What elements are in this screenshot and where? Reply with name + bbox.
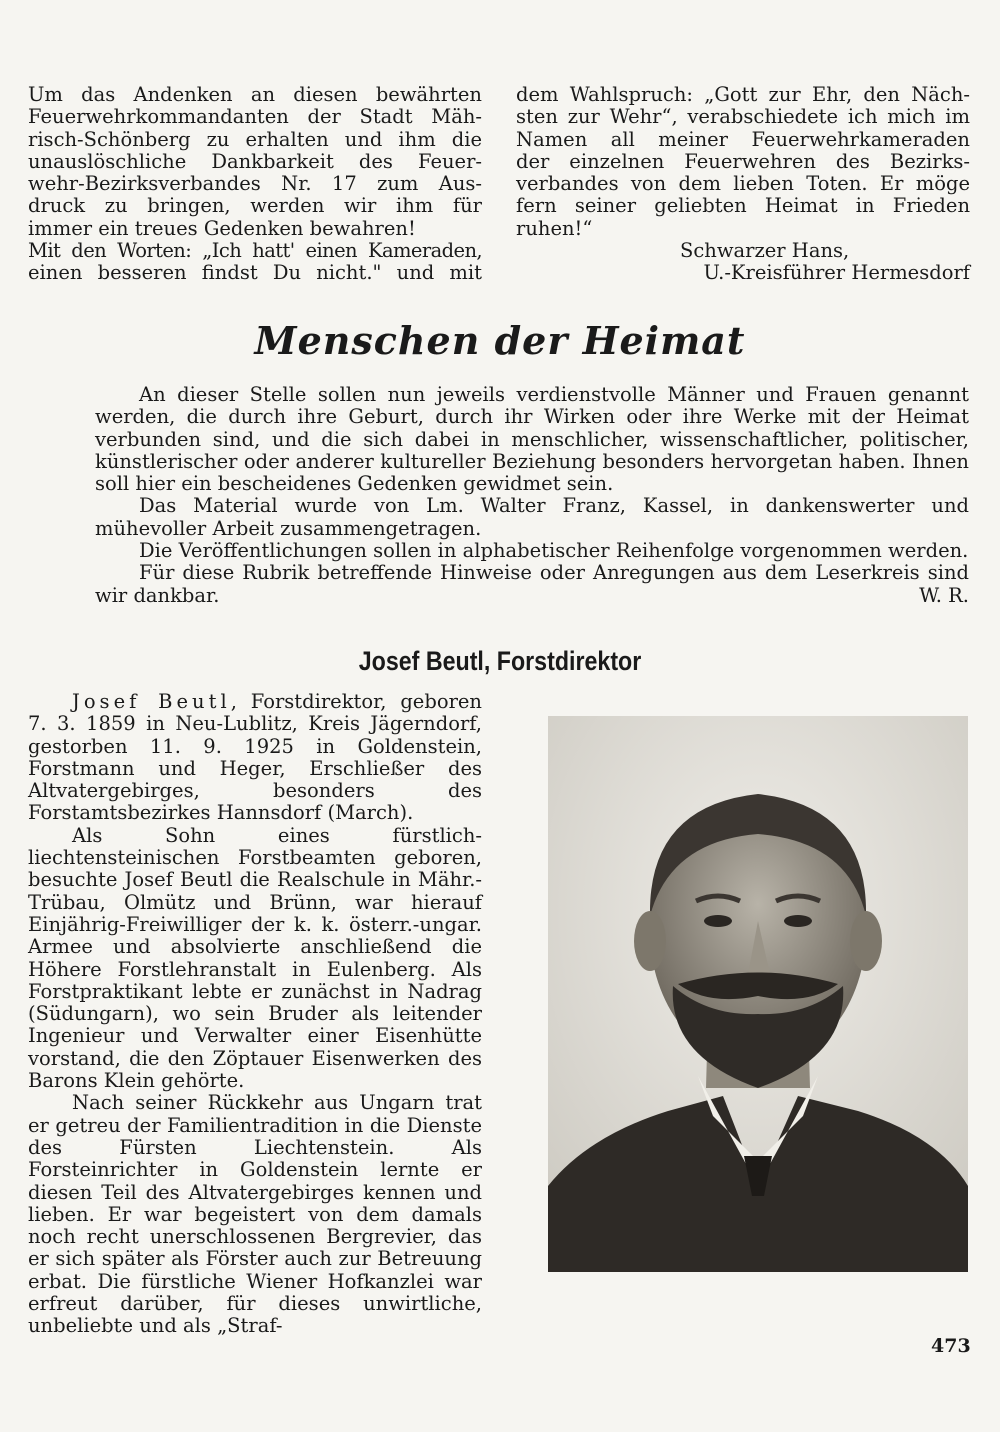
text-line: sten zur Wehr“, verabschiedete ich mich im bbox=[516, 105, 970, 129]
bio-paragraph: Als Sohn eines fürstlich-liechtensteinischen Forstbeamten geboren, besuchte Josef Beutl die Realschule in Mähr.-Trübau, Olmütz und Brünn, war hierauf Einjährig-Freiwilliger der k. k. österr.-ungar. Armee und absolvierte anschließend die Höhere Forstlehranstalt in Eulenberg. Als Forstpraktikant lebte er zunächst in Nadrag (Südungarn), wo sein Bruder als leitender Ingenieur und Verwalter einer Eisenhütte vorstand, die den Zöptauer Eisenwerken des Barons Klein gehörte. bbox=[28, 823, 482, 1093]
text-line: Feuerwehrkommandanten der Stadt Mäh- bbox=[28, 105, 482, 129]
signature-name: Schwarzer Hans, bbox=[680, 239, 850, 263]
text-line: ruhen!“ bbox=[516, 216, 593, 240]
text-line: Um das Andenken an diesen bewährten bbox=[28, 83, 482, 106]
article-title: Josef Beutl, Forstdirektor bbox=[358, 646, 642, 676]
text-line: einen besseren findst Du nicht." und mit bbox=[28, 261, 482, 285]
text-line: unauslöschliche Dankbarkeit des Feuer- bbox=[28, 149, 482, 173]
intro-paragraph: Das Material wurde von Lm. Walter Franz, Kassel, in dankenswerter und mühevoller Arbeit zusammengetragen. bbox=[95, 494, 969, 540]
text-line: verbandes von dem lieben Toten. Er möge bbox=[516, 172, 970, 196]
author-initials: W. R. bbox=[919, 583, 969, 607]
text-line: immer ein treues Gedenken bewahren! bbox=[28, 216, 416, 240]
top-left-column bbox=[28, 84, 482, 285]
intro-text bbox=[95, 384, 969, 607]
top-right-column bbox=[516, 84, 970, 285]
bio-text: , Forstdirektor, geboren 7. 3. 1859 in Neu-Lublitz, Kreis Jägerndorf, gestorben 11. 9. 1925 in Goldenstein, Forstmann und Heger, Erschließer des Altvatergebirges, besonders des Forstamtsbezirkes Hannsdorf (March). bbox=[28, 690, 482, 825]
text-line: fern seiner geliebten Heimat in Frieden bbox=[516, 194, 970, 218]
text-line: Mit den Worten: „Ich hatt' einen Kameraden, bbox=[28, 239, 482, 263]
bio-paragraph: Nach seiner Rückkehr aus Ungarn trat er getreu der Familientradition in die Dienste des Fürsten Liechtenstein. Als Forsteinrichter in Goldenstein lernte er diesen Teil des Altvatergebirges kennen und lieben. Er war begeistert von dem damals noch recht unerschlossenen Bergrevier, das er sich später als Förster auch zur Betreuung erbat. Die fürstliche Wiener Hofkanzlei war erfreut darüber, für dieses unwirtliche, unbeliebte und als „Straf- bbox=[28, 1091, 482, 1338]
text-line: wehr-Bezirksverbandes Nr. 17 zum Aus- bbox=[28, 172, 482, 196]
signature-role: U.-Kreisführer Hermesdorf bbox=[703, 261, 970, 285]
text-line: risch-Schönberg zu erhalten und ihm die bbox=[28, 127, 482, 151]
intro-paragraph: An dieser Stelle sollen nun jeweils verdienstvolle Männer und Frauen genannt werden, die durch ihre Geburt, durch ihr Wirken oder ihre Werke mit der Heimat verbunden sind, und die sich dabei in menschlicher, wissenschaftlicher, politischer, künstlerischer oder anderer kultureller Beziehung besonders hervorgetan haben. Ihnen soll hier ein bescheidenes Gedenken gewidmet sein. bbox=[95, 383, 969, 496]
page-number: 473 bbox=[931, 1335, 971, 1357]
text-line: druck zu bringen, werden wir ihm für bbox=[28, 194, 482, 218]
text-line: dem Wahlspruch: „Gott zur Ehr, den Näch- bbox=[516, 83, 970, 106]
intro-closing bbox=[95, 562, 969, 607]
bio-column bbox=[28, 691, 482, 1338]
portrait-photo-icon bbox=[548, 716, 968, 1272]
text-line: der einzelnen Feuerwehren des Bezirks- bbox=[516, 149, 970, 173]
intro-paragraph: Die Veröffentlichungen sollen in alphabetischer Reihenfolge vorgenommen werden. bbox=[139, 539, 969, 563]
bio-name: Josef Beutl bbox=[72, 690, 231, 713]
intro-paragraph: Für diese Rubrik betreffende Hinweise oder Anregungen aus dem Leserkreis sind wir dankbar. bbox=[95, 561, 969, 607]
section-heading: Menschen der Heimat bbox=[254, 318, 746, 363]
bio-paragraph bbox=[28, 691, 482, 825]
text-line: Namen all meiner Feuerwehrkameraden bbox=[516, 127, 970, 151]
portrait-drawing bbox=[548, 716, 968, 1272]
